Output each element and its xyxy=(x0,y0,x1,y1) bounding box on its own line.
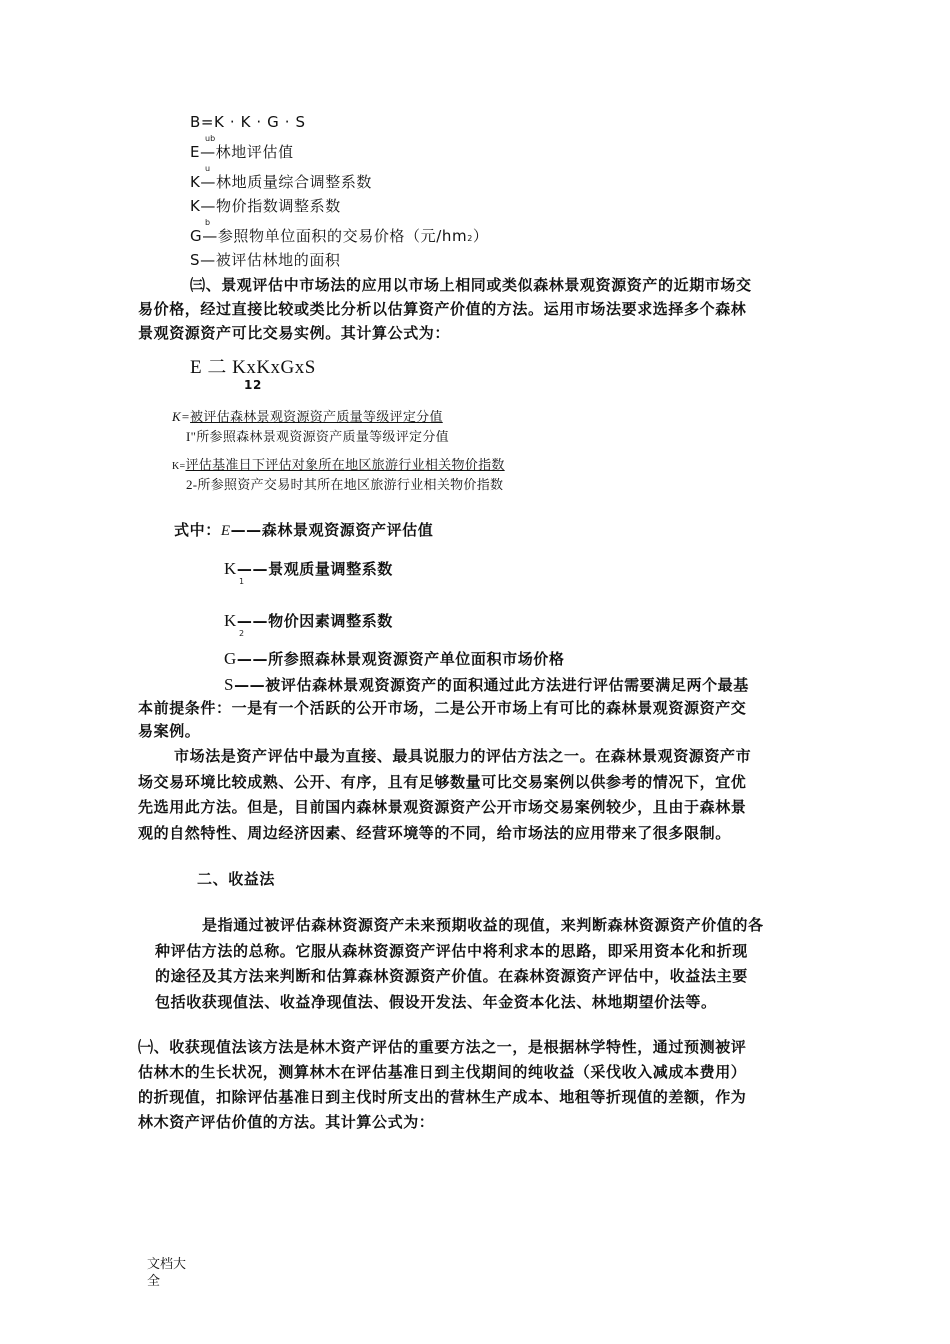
def-g-price xyxy=(190,226,489,249)
g-text: ——所参照森林景观资源资产单位面积市场价格 xyxy=(236,650,565,668)
subscript-ub: ub xyxy=(205,134,216,143)
harvest-para-line4: 林木资产评估价值的方法。其计算公式为： xyxy=(138,1113,435,1131)
k1-fraction-denominator: I"所参照森林景观资源资产质量等级评定分值 xyxy=(186,429,449,444)
k2-text: ——物价因素调整系数 xyxy=(236,612,393,630)
harvest-para-line1: ㈠、收获现值法该方法是林木资产评估的重要方法之一，是根据林学特性，通过预测被评 xyxy=(138,1038,747,1056)
where-e-text: ——森林景观资源资产评估值 xyxy=(230,521,434,539)
where-prefix: 式中： xyxy=(174,521,221,539)
premise-line2: 本前提条件：一是有一个活跃的公开市场，二是公开市场上有可比的森林景观资源资产交 xyxy=(138,699,747,717)
k2-fraction-numerator xyxy=(172,455,505,477)
income-para-line3: 的途径及其方法来判断和估算森林资源资产价值。在森林资源资产评估中，收益法主要 xyxy=(155,967,748,985)
footer-line1: 文档大 xyxy=(147,1256,187,1271)
k1-prefix: K= xyxy=(172,409,191,424)
s-letter: S xyxy=(224,675,235,694)
para-landscape-line1: ㈢、景观评估中市场法的应用以市场上相同或类似森林景观资源资产的近期市场交 xyxy=(190,276,752,294)
def-s-area: S—被评估林地的面积 xyxy=(190,251,341,269)
market-para-line3: 先选用此方法。但是，目前国内森林景观资源资产公开市场交易案例较少，且由于森林景 xyxy=(138,798,747,816)
harvest-para-line3: 的折现值，扣除评估基准日到主伐时所支出的营林生产成本、地租等折现值的差额，作为 xyxy=(138,1088,747,1106)
k2-subscript: 2 xyxy=(239,629,245,638)
s-text: ——被评估森林景观资源资产的面积通过此方法进行评估需要满足两个最基 xyxy=(234,676,749,694)
k1-subscript: 1 xyxy=(239,577,245,586)
k2-fraction-denominator: 2-所参照资产交易时其所在地区旅游行业相关物价指数 xyxy=(186,477,504,492)
footer-line2: 全 xyxy=(147,1273,161,1288)
k2-prefix: K= xyxy=(172,461,186,472)
k1-text: ——景观质量调整系数 xyxy=(236,560,393,578)
def-ku: K—林地质量综合调整系数 xyxy=(190,173,373,191)
k1-numerator-text: 被评估森林景观资源资产质量等级评定分值 xyxy=(190,409,443,424)
def-k2-line xyxy=(224,611,393,631)
k1-letter: K xyxy=(224,559,237,578)
k2-letter: K xyxy=(224,611,237,630)
def-kb: K—物价指数调整系数 xyxy=(190,197,341,215)
where-e-line xyxy=(174,520,433,541)
formula-e-subscripts: 12 xyxy=(244,378,262,392)
para-landscape-line3: 景观资源资产可比交易实例。其计算公式为： xyxy=(138,324,451,342)
income-para-line4: 包括收获现值法、收益净现值法、假设开发法、年金资本化法、林地期望价法等。 xyxy=(155,993,717,1011)
section-heading-income: 二、收益法 xyxy=(197,870,276,888)
def-s-line xyxy=(224,675,749,695)
income-para-line1: 是指通过被评估森林资源资产未来预期收益的现值，来判断森林资源资产价值的各 xyxy=(202,916,764,934)
formula-e-main: E 二 KxKxGxS xyxy=(190,357,316,378)
market-para-line2: 场交易环境比较成熟、公开、有序，且有足够数量可比交易案例以供参考的情况下，宜优 xyxy=(138,773,747,791)
def-g-line xyxy=(224,649,565,669)
harvest-para-line2: 估林木的生长状况，测算林木在评估基准日到主伐期间的纯收益（采伐收入减成本费用） xyxy=(138,1063,747,1081)
market-para-line1: 市场法是资产评估中最为直接、最具说服力的评估方法之一。在森林景观资源资产市 xyxy=(174,747,752,765)
def-g-sup: 2 xyxy=(467,234,473,243)
para-landscape-line2: 易价格，经过直接比较或类比分析以估算资产价值的方法。运用市场法要求选择多个森林 xyxy=(138,300,747,318)
def-e-forest-land: E—林地评估值 xyxy=(190,143,294,161)
market-para-line4: 观的自然特性、周边经济因素、经营环境等的不同，给市场法的应用带来了很多限制。 xyxy=(138,824,731,842)
def-k1-line xyxy=(224,559,393,579)
subscript-b: b xyxy=(205,218,211,227)
income-para-line2: 种评估方法的总称。它服从森林资源资产评估中将利求本的思路，即采用资本化和折现 xyxy=(155,942,748,960)
k2-numerator-text: 评估基准日下评估对象所在地区旅游行业相关物价指数 xyxy=(185,457,505,472)
subscript-u: u xyxy=(205,164,211,173)
premise-line3: 易案例。 xyxy=(138,722,201,740)
g-letter: G xyxy=(224,649,237,668)
def-g-text: G—参照物单位面积的交易价格（元/hm xyxy=(190,227,468,245)
formula-b: B=K · K · G · S xyxy=(190,113,306,131)
k1-fraction-numerator xyxy=(172,407,443,427)
def-g-close: ） xyxy=(472,227,489,245)
where-e-letter: E xyxy=(220,523,231,539)
